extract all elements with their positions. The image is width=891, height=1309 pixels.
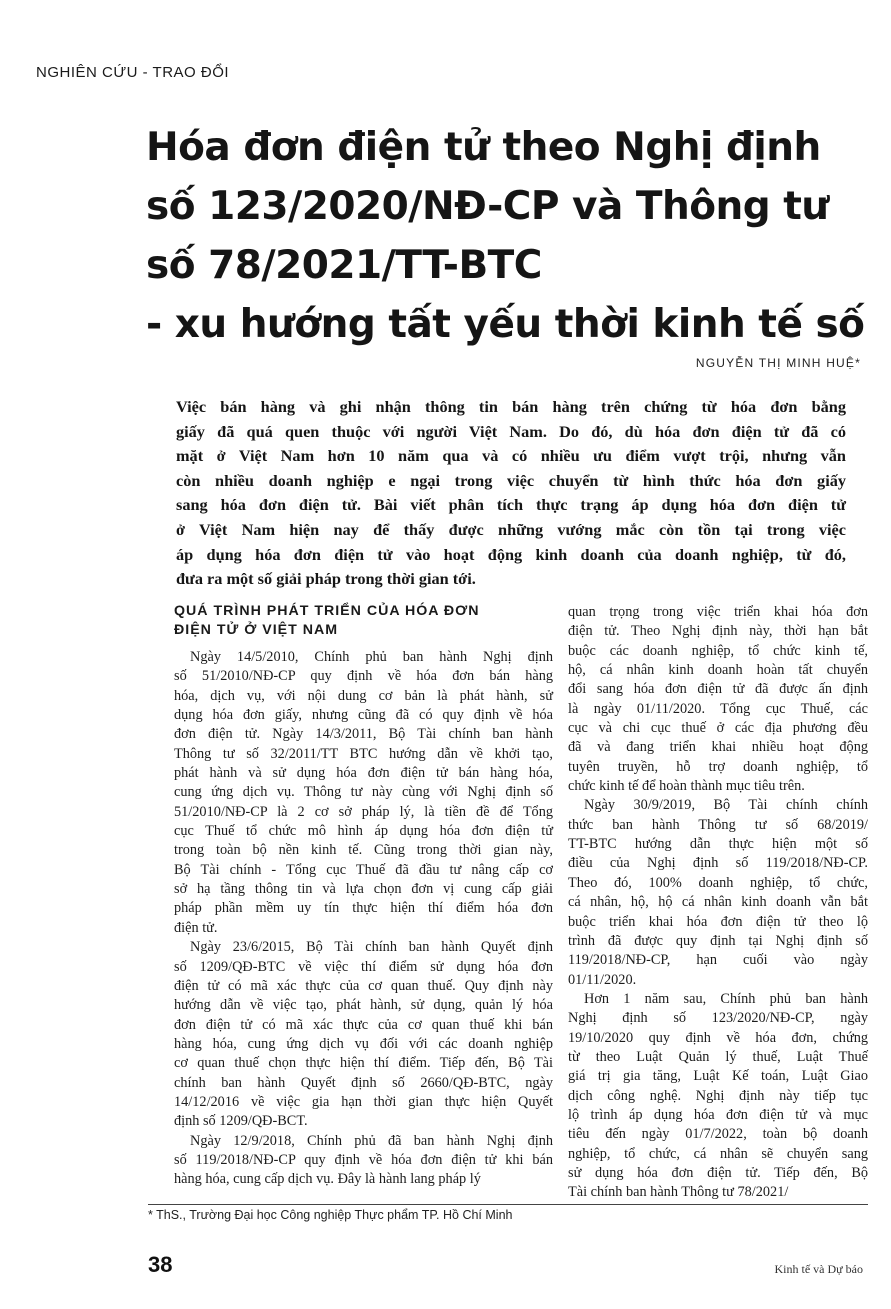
body-line: dụng hóa đơn giấy, nhưng cũng đã có quy định về hóa [174,707,553,724]
body-line: quan trọng trong việc triển khai hóa đơn [568,604,868,620]
body-line: cá nhân, hộ, hộ cá nhân kinh doanh vẫn bắt [568,894,868,911]
body-line: Tài chính ban hành Thông tư 78/2021/ [568,1184,789,1201]
body-line: chính ban hành Quyết định số 2660/QĐ-BTC, ngày [174,1074,553,1091]
body-line: nghiệp, tổ chức, cá nhân sẽ chuyển sang [568,1145,868,1162]
body-line: là ngày 01/11/2020. Tổng cục Thuế, các [568,700,868,717]
body-line: hàng hóa, cung ứng dịch vụ đối với các doanh nghiệp [174,1035,553,1052]
body-line: tuyên truyền, hỗ trợ doanh nghiệp, tổ [568,758,868,775]
body-line: Ngày 30/9/2019, Bộ Tài chính chính [584,797,868,814]
right-column [568,603,868,1203]
body-line: Nghị định số 123/2020/NĐ-CP, ngày [568,1010,868,1027]
body-line: hóa, dịch vụ, với nội dung cơ bản là phát hành, sử [174,687,553,704]
body-line: Thông tư số 32/2011/TT BTC hướng dẫn về khởi tạo, [174,745,553,762]
body-line: 51/2010/NĐ-CP là 2 cơ sở pháp lý, là tiền đề để Tổng [174,803,553,820]
body-line: đổi sang hóa đơn điện tử đã được ấn định [568,681,868,698]
body-line: sử dụng hóa đơn điện tử. Tiếp đến, Bộ [568,1164,868,1181]
body-line: từ theo Luật Quản lý thuế, Luật Thuế [568,1048,868,1065]
body-line: trong toàn bộ nền kinh tế. Cũng trong thời gian này, [174,842,553,859]
abstract-line: mặt ở Việt Nam hơn 10 năm qua và có nhiều ưu điểm vượt trội, nhưng vẫn [176,446,846,466]
body-line: Theo đó, 100% doanh nghiệp, tổ chức, [568,874,868,891]
abstract-line: còn nhiều doanh nghiệp e ngại trong việc chuyển từ hình thức hóa đơn giấy [176,470,846,490]
body-line: 14/12/2016 về việc gia hạn thời gian thực hiện Quyết [174,1093,553,1110]
body-line: đơn điện tử có mã xác thực của cơ quan thuế khi bán [174,1016,553,1033]
left-column [174,602,553,1190]
body-line: hướng dẫn về việc tạo, phát hành, sử dụng, quản lý hóa [174,997,553,1014]
right-column-text [568,603,868,1203]
left-column-text [174,648,553,1190]
body-line: đơn điện tử. Ngày 14/3/2011, Bộ Tài chính ban hành [174,726,553,743]
abstract-line: sang hóa đơn điện tử. Bài viết phân tích thực trạng áp dụng hóa đơn điện tử [176,495,846,515]
title-line: số 123/2020/NĐ-CP và Thông tư [146,184,829,229]
footnote: * ThS., Trường Đại học Công nghiệp Thực phẩm TP. Hồ Chí Minh [148,1208,513,1222]
footnote-divider [148,1204,868,1205]
abstract-line: đưa ra một số giải pháp trong thời gian tới. [176,569,476,589]
abstract-line: ở Việt Nam hiện nay để thấy được những vướng mắc còn tồn tại trong việc [176,519,846,539]
body-line: tiêu đến ngày 01/7/2022, toàn bộ doanh [568,1126,868,1143]
abstract-line: giấy đã quá quen thuộc với người Việt Nam. Do đó, dù hóa đơn điện tử đã có [176,421,846,441]
body-line: Ngày 14/5/2010, Chính phủ ban hành Nghị định [190,649,553,665]
body-line: buộc các doanh nghiệp, tổ chức kinh tế, [568,642,868,659]
body-line: Bộ Tài chính - Tổng cục Thuế đã đầu tư nâng cấp cơ [174,861,553,878]
body-line: TT-BTC hướng dẫn thực hiện một số [568,836,868,853]
body-line: điện tử. Theo Nghị định này, thời hạn bắt [568,623,868,640]
body-line: định số 1209/QĐ-BCT. [174,1113,308,1130]
body-line: số 1209/QĐ-BTC về việc thí điểm sử dụng hóa đơn [174,958,553,975]
article-title [146,118,886,354]
abstract-line: áp dụng hóa đơn điện tử vào hoạt động kinh doanh của doanh nghiệp, từ đó, [176,544,846,564]
body-line: pháp phần mềm uy tín thực hiện thí điểm hóa đơn [174,900,553,917]
body-line: điện tử có mã xác thực của cơ quan thuế. Quy định này [174,977,553,994]
body-line: cục và chi cục thuế ở các địa phương đều [568,720,868,737]
section-heading-line: QUÁ TRÌNH PHÁT TRIỂN CỦA HÓA ĐƠN [174,603,480,619]
body-line: điện tử. [174,919,218,936]
body-line: 01/11/2020. [568,971,637,988]
body-line: buộc triển khai hóa đơn điện tử theo lộ [568,913,868,930]
body-line: hàng hóa, cung cấp dịch vụ. Đây là hành lang pháp lý [174,1171,481,1188]
body-line: lộ trình áp dụng hóa đơn điện tử và mục [568,1106,868,1123]
title-line: số 78/2021/TT-BTC [146,243,542,288]
title-line: Hóa đơn điện tử theo Nghị định [146,125,821,170]
body-line: cơ quan thuế chọn thực hiện thí điểm. Tiếp đến, Bộ Tài [174,1055,553,1072]
body-line: trình đã được quy định tại Nghị định số [568,932,868,949]
section-heading-line: ĐIỆN TỬ Ở VIỆT NAM [174,622,339,638]
body-line: hộ, cá nhân kinh doanh hoàn tất chuyển [568,662,868,679]
section-label: NGHIÊN CỨU - TRAO ĐỔI [36,64,230,81]
body-line: cục Thuế tổ chức mô hình áp dụng hóa đơn điện tử [174,823,553,840]
body-line: sở hạ tầng thông tin và lựa chọn đơn vị cung cấp giải [174,881,553,898]
body-line: Ngày 12/9/2018, Chính phủ đã ban hành Nghị định [190,1132,553,1149]
body-line: giá trị gia tăng, Luật Kế toán, Luật Giao [568,1068,868,1085]
author-name: NGUYỄN THỊ MINH HUỆ* [695,356,861,370]
body-line: 19/10/2020 quy định về hóa đơn, chứng [568,1029,868,1046]
journal-name: Kinh tế và Dự báo [774,1262,863,1276]
title-line: - xu hướng tất yếu thời kinh tế số [146,302,865,347]
body-line: dịch công nghệ. Nghị định này tiếp tục [568,1087,868,1104]
body-line: điều của Nghị định số 119/2018/NĐ-CP. [568,855,868,872]
body-line: số 51/2010/NĐ-CP quy định về hóa đơn bán hàng [174,668,553,685]
body-line: Hơn 1 năm sau, Chính phủ ban hành [584,990,868,1007]
abstract-line: Việc bán hàng và ghi nhận thông tin bán hàng trên chứng từ hóa đơn bằng [176,397,846,416]
body-line: Ngày 23/6/2015, Bộ Tài chính ban hành Quyết định [190,939,553,956]
body-line: phát hành và sử dụng hóa đơn điện tử bán hàng hóa, [174,765,553,782]
body-line: số 119/2018/NĐ-CP quy định về hóa đơn điện tử khi bán [174,1151,553,1168]
body-line: 119/2018/NĐ-CP, hạn cuối vào ngày [568,952,868,969]
body-line: đã và đang triển khai nhiều hoạt động [568,739,868,756]
section-heading [174,602,553,640]
body-line: cung ứng dịch vụ. Thông tư này cùng với Nghị định số [174,784,553,801]
body-line: chức kinh tế để hoàn thành mục tiêu trên. [568,778,805,795]
body-line: thức ban hành Thông tư số 68/2019/ [568,816,868,833]
abstract [176,395,846,592]
page-number: 38 [148,1252,173,1277]
